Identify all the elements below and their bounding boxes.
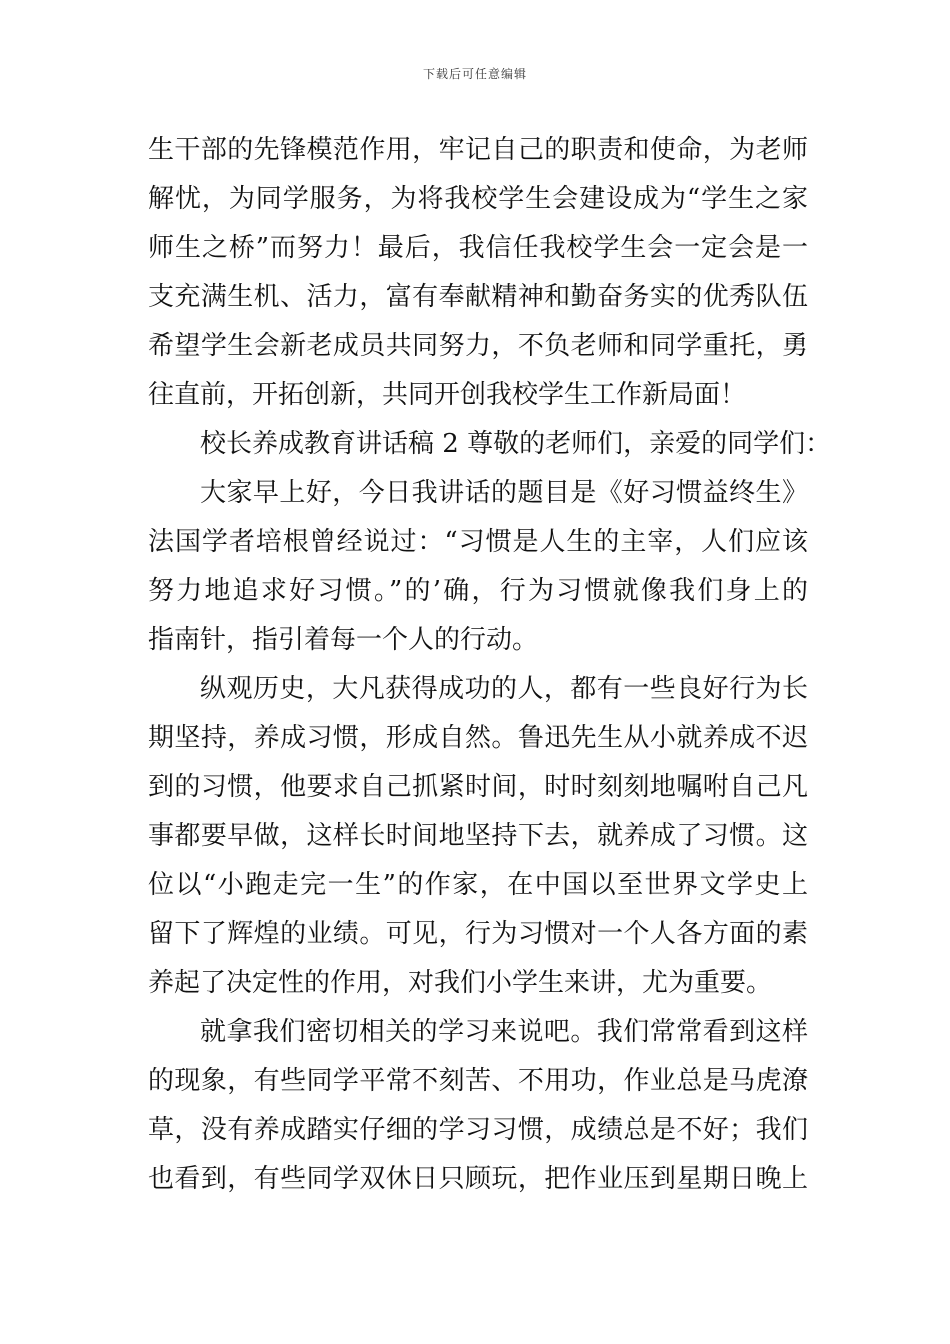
text-line: 往直前，开拓创新，共同开创我校学生工作新局面！ [148,380,747,410]
text-line: 草，没有养成踏实仔细的学习习惯，成绩总是不好；我们 [148,1115,808,1145]
text-line: 支充满生机、活力，富有奉献精神和勤奋务实的优秀队伍 [148,282,808,312]
text-line: 法国学者培根曾经说过：“习惯是人生的主宰，人们应该 [148,527,808,557]
text-line: 就拿我们密切相关的学习来说吧。我们常常看到这样 [200,1017,808,1047]
paragraph [148,420,832,469]
page-header: 下载后可任意编辑 [422,67,527,81]
text-line: 解忧，为同学服务，为将我校学生会建设成为“学生之家 [148,184,808,214]
text-line: 努力地追求好习惯。”的’确，行为习惯就像我们身上的 [148,576,808,606]
text-line: 希望学生会新老成员共同努力，不负老师和同学重托，勇 [148,331,808,361]
text-line: 指南针，指引着每一个人的行动。 [148,625,539,655]
text-line: 留下了辉煌的业绩。可见，行为习惯对一个人各方面的素 [148,919,808,949]
paragraph [148,469,808,665]
text-line: 也看到，有些同学双休日只顾玩，把作业压到星期日晚上 [148,1164,808,1194]
document-body [148,126,832,1204]
text-line: 的现象，有些同学平常不刻苦、不用功，作业总是马虎潦 [148,1066,808,1096]
text-line: 师生之桥”而努力！最后，我信任我校学生会一定会是一 [148,233,808,263]
text-line: 位以“小跑走完一生”的作家，在中国以至世界文学史上 [148,870,808,900]
text-line: 养起了决定性的作用，对我们小学生来讲，尤为重要。 [148,968,773,998]
text-line: 大家早上好，今日我讲话的题目是《好习惯益终生》 [200,478,808,508]
paragraph [148,1008,808,1204]
text-line: 纵观历史，大凡获得成功的人，都有一些良好行为长 [200,674,808,704]
section-title-line: 校长养成教育讲话稿 2 尊敬的老师们，亲爱的同学们： [200,429,832,459]
text-line: 到的习惯，他要求自己抓紧时间，时时刻刻地嘱咐自己凡 [148,772,808,802]
paragraph [148,665,808,1008]
paragraph [148,126,808,420]
text-line: 期坚持，养成习惯，形成自然。鲁迅先生从小就养成不迟 [148,723,808,753]
text-line: 事都要早做，这样长时间地坚持下去，就养成了习惯。这 [148,821,808,851]
text-line: 生干部的先锋模范作用，牢记自己的职责和使命，为老师 [148,135,808,165]
